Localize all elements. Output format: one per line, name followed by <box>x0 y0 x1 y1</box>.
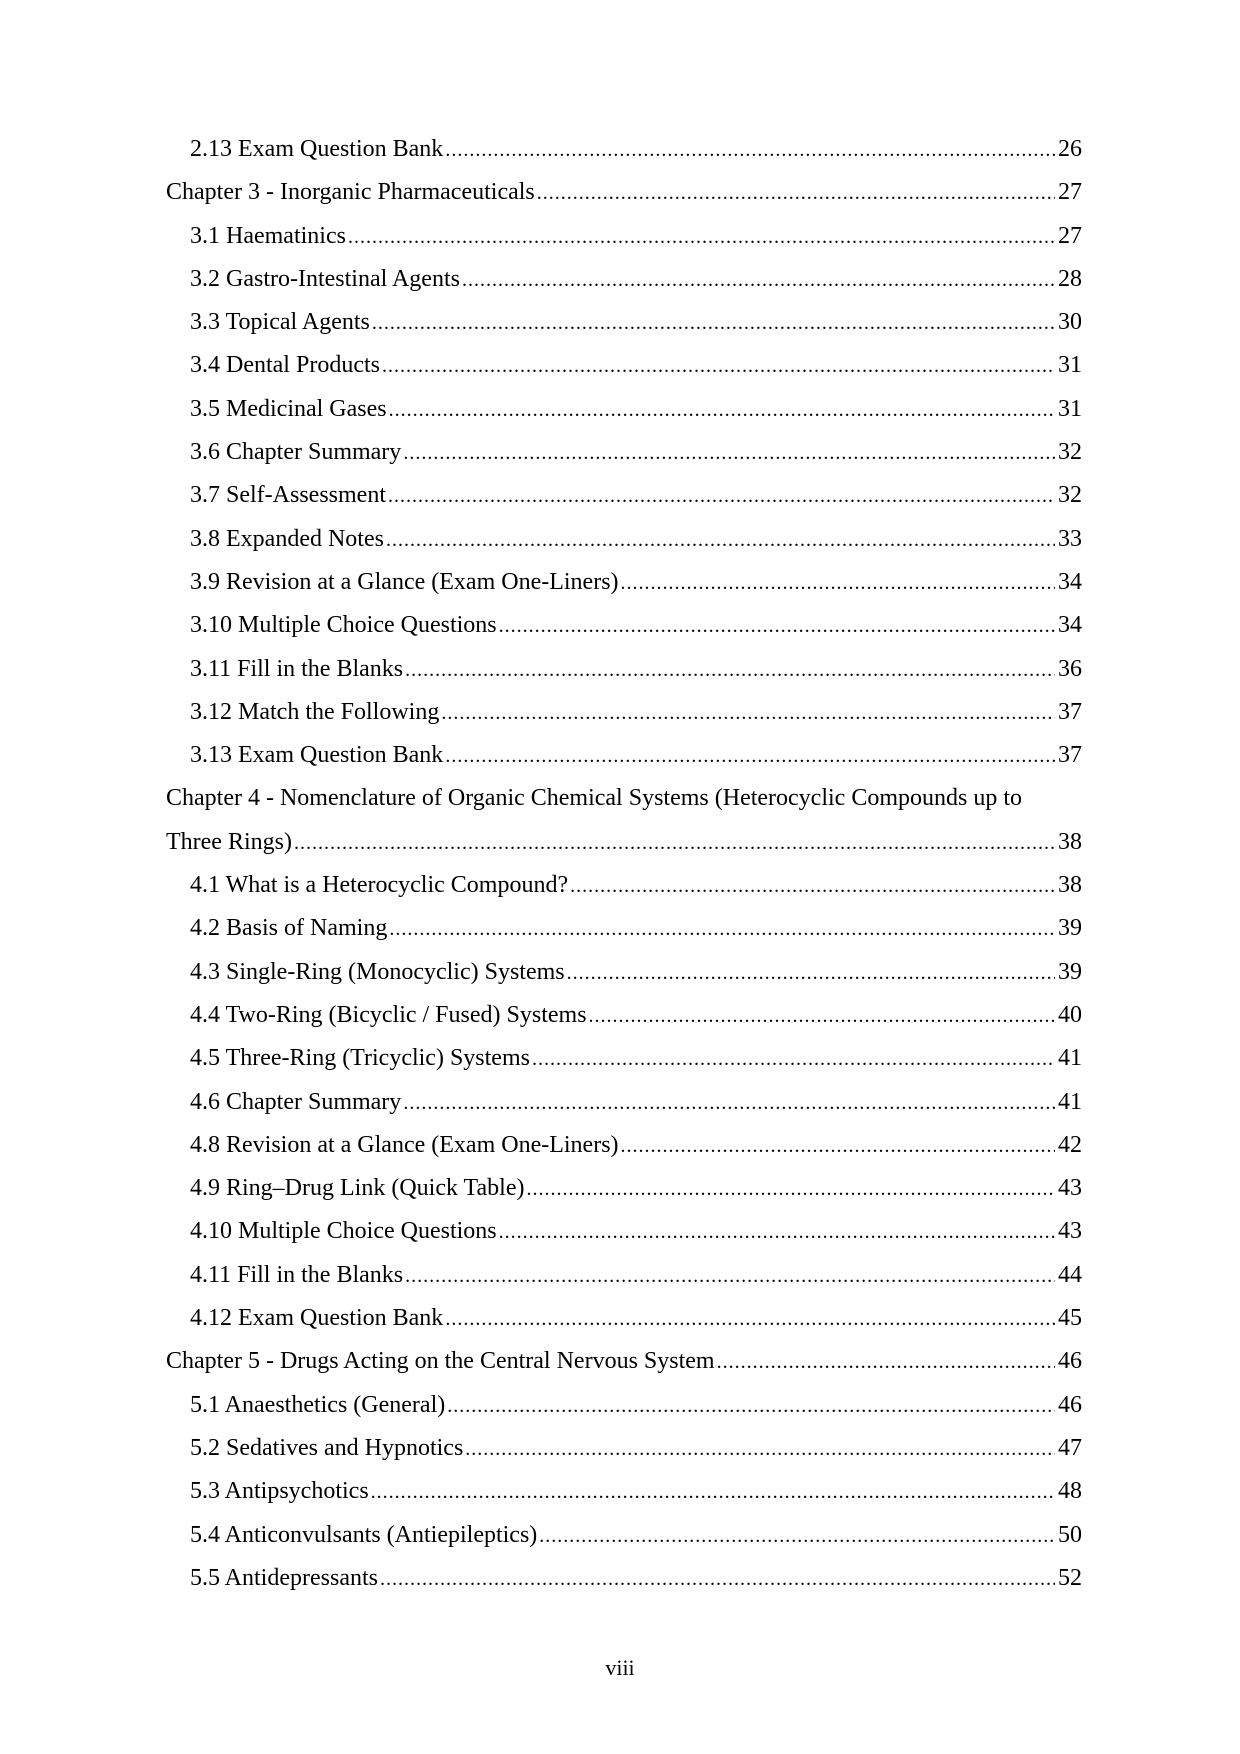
toc-dot-leader <box>405 1255 1055 1298</box>
toc-section-entry[interactable] <box>166 1384 1082 1427</box>
toc-page-number: 37 <box>1058 698 1082 725</box>
toc-section-entry[interactable] <box>166 907 1082 950</box>
toc-entry-title: 3.2 Gastro-Intestinal Agents <box>190 265 460 292</box>
toc-entry-title: 3.13 Exam Question Bank <box>190 742 444 769</box>
toc-section-entry[interactable] <box>166 1470 1082 1513</box>
toc-page-number: 32 <box>1058 439 1082 466</box>
toc-dot-leader <box>386 519 1055 562</box>
toc-section-entry[interactable] <box>166 561 1082 604</box>
toc-dot-leader <box>388 475 1055 518</box>
toc-dot-leader <box>389 908 1055 951</box>
toc-dot-leader <box>567 952 1055 995</box>
toc-page-number: 42 <box>1058 1131 1082 1158</box>
toc-entry-title: 3.7 Self-Assessment <box>190 482 386 509</box>
toc-dot-leader <box>717 1341 1055 1384</box>
toc-entry-title: 4.6 Chapter Summary <box>190 1088 402 1115</box>
toc-entry-title: 4.10 Multiple Choice Questions <box>190 1218 497 1245</box>
toc-dot-leader <box>372 302 1055 345</box>
toc-entry-title: Chapter 3 - Inorganic Pharmaceuticals <box>166 179 535 206</box>
toc-page-number: 50 <box>1058 1521 1082 1548</box>
table-of-contents <box>166 128 1082 1600</box>
toc-page-number: 33 <box>1058 525 1082 552</box>
toc-entry-title: 4.11 Fill in the Blanks <box>190 1261 404 1288</box>
toc-page-number: 40 <box>1058 1001 1082 1028</box>
toc-dot-leader <box>405 649 1055 692</box>
toc-dot-leader <box>570 865 1055 908</box>
toc-dot-leader <box>403 1082 1055 1125</box>
toc-entry-title: 4.3 Single-Ring (Monocyclic) Systems <box>190 958 565 985</box>
toc-entry-title: 2.13 Exam Question Bank <box>190 136 444 162</box>
toc-page-number: 43 <box>1058 1175 1082 1202</box>
toc-page-number: 32 <box>1058 482 1082 509</box>
toc-section-entry[interactable] <box>166 1037 1082 1080</box>
toc-dot-leader <box>462 259 1055 302</box>
toc-dot-leader <box>403 432 1055 475</box>
toc-dot-leader <box>445 129 1055 172</box>
toc-page-number: 31 <box>1058 352 1082 379</box>
toc-dot-leader <box>499 1211 1055 1254</box>
toc-section-entry[interactable] <box>166 1254 1082 1297</box>
toc-entry-title: 5.5 Antidepressants <box>190 1564 378 1591</box>
toc-chapter-entry[interactable] <box>166 777 1082 820</box>
toc-section-entry[interactable] <box>166 1557 1082 1600</box>
toc-entry-title: Chapter 4 - Nomenclature of Organic Chemical Systems (Heterocyclic Compounds up to <box>166 785 1023 812</box>
toc-entry-title: 5.1 Anaesthetics (General) <box>190 1391 446 1418</box>
toc-entry-title: 3.1 Haematinics <box>190 222 346 249</box>
toc-section-entry[interactable] <box>166 1167 1082 1210</box>
toc-section-entry[interactable] <box>166 1297 1082 1340</box>
toc-dot-leader <box>465 1428 1055 1471</box>
toc-page-number: 30 <box>1058 309 1082 336</box>
toc-page-number: 39 <box>1058 958 1082 985</box>
toc-section-entry[interactable] <box>166 388 1082 431</box>
toc-section-entry[interactable] <box>166 691 1082 734</box>
toc-section-entry[interactable] <box>166 1124 1082 1167</box>
toc-entry-title: 3.8 Expanded Notes <box>190 525 384 552</box>
toc-dot-leader <box>445 735 1055 778</box>
toc-section-entry[interactable] <box>166 1427 1082 1470</box>
toc-entry-title: 3.3 Topical Agents <box>190 309 370 336</box>
toc-section-entry[interactable] <box>166 518 1082 561</box>
toc-entry-title: 3.4 Dental Products <box>190 352 380 379</box>
toc-entry-title: 4.4 Two-Ring (Bicyclic / Fused) Systems <box>190 1001 587 1028</box>
toc-entry-title: 4.2 Basis of Naming <box>190 915 388 942</box>
toc-section-entry[interactable] <box>166 734 1082 777</box>
toc-chapter-entry[interactable] <box>166 1340 1082 1383</box>
toc-section-entry[interactable] <box>166 344 1082 387</box>
toc-dot-leader <box>441 692 1055 735</box>
toc-dot-leader <box>499 605 1055 648</box>
toc-section-entry[interactable] <box>166 864 1082 907</box>
toc-page-number: 27 <box>1058 179 1082 206</box>
toc-entry-title: 4.12 Exam Question Bank <box>190 1305 444 1332</box>
toc-dot-leader <box>539 1515 1055 1558</box>
toc-entry-title: 4.1 What is a Heterocyclic Compound? <box>190 872 569 899</box>
toc-page-number: 45 <box>1058 1305 1082 1332</box>
toc-entry-title: 4.9 Ring–Drug Link (Quick Table) <box>190 1175 525 1202</box>
toc-page-number: 28 <box>1058 265 1082 292</box>
toc-page-number: 46 <box>1058 1348 1082 1375</box>
toc-page-number: 39 <box>1058 915 1082 942</box>
toc-dot-leader <box>445 1298 1055 1341</box>
toc-dot-leader <box>532 1038 1055 1081</box>
toc-entry-title: 3.6 Chapter Summary <box>190 439 402 466</box>
toc-page-number: 48 <box>1058 1478 1082 1505</box>
toc-section-entry[interactable] <box>166 994 1082 1037</box>
toc-dot-leader <box>621 1125 1055 1168</box>
toc-entry-title: 5.4 Anticonvulsants (Antiepileptics) <box>190 1521 538 1548</box>
toc-section-entry[interactable] <box>166 1081 1082 1124</box>
toc-entry-title: 3.5 Medicinal Gases <box>190 395 387 422</box>
toc-chapter-entry[interactable] <box>166 821 1082 864</box>
toc-section-entry[interactable] <box>166 474 1082 517</box>
toc-chapter-entry[interactable] <box>166 171 1082 214</box>
toc-page-number: 44 <box>1058 1261 1082 1288</box>
toc-page-number: 34 <box>1058 568 1082 595</box>
toc-page-number: 26 <box>1058 136 1082 162</box>
toc-section-entry[interactable] <box>166 215 1082 258</box>
toc-page-number: 52 <box>1058 1564 1082 1591</box>
toc-page-number: 47 <box>1058 1434 1082 1461</box>
toc-page-number: 37 <box>1058 742 1082 769</box>
toc-section-entry[interactable] <box>166 951 1082 994</box>
toc-dot-leader <box>371 1471 1055 1514</box>
toc-section-entry[interactable] <box>166 258 1082 301</box>
toc-dot-leader <box>589 995 1055 1038</box>
toc-page-number: 31 <box>1058 395 1082 422</box>
page-number: viii <box>605 1655 635 1680</box>
toc-section-entry[interactable] <box>166 301 1082 344</box>
toc-section-entry[interactable] <box>166 648 1082 691</box>
toc-page-number: 46 <box>1058 1391 1082 1418</box>
toc-page-number: 43 <box>1058 1218 1082 1245</box>
toc-dot-leader <box>447 1385 1055 1428</box>
toc-page-number: 34 <box>1058 612 1082 639</box>
toc-section-entry[interactable] <box>166 431 1082 474</box>
toc-page-number: 38 <box>1058 828 1082 855</box>
toc-entry-title: 4.8 Revision at a Glance (Exam One-Liners) <box>190 1131 619 1158</box>
toc-page-number: 38 <box>1058 872 1082 899</box>
toc-section-entry[interactable] <box>166 1514 1082 1557</box>
toc-entry-title: Chapter 5 - Drugs Acting on the Central Nervous System <box>166 1348 715 1375</box>
toc-section-entry[interactable] <box>166 604 1082 647</box>
toc-page-number: 41 <box>1058 1045 1082 1072</box>
toc-dot-leader <box>294 822 1055 865</box>
toc-entry-title: 5.3 Antipsychotics <box>190 1478 369 1505</box>
toc-entry-title: Three Rings) <box>166 828 292 855</box>
toc-dot-leader <box>382 345 1055 388</box>
toc-dot-leader <box>380 1558 1055 1601</box>
toc-page-number: 36 <box>1058 655 1082 682</box>
toc-page-number: 27 <box>1058 222 1082 249</box>
toc-entry-title: 4.5 Three-Ring (Tricyclic) Systems <box>190 1045 530 1072</box>
toc-dot-leader <box>537 172 1055 215</box>
toc-section-entry[interactable] <box>166 128 1082 171</box>
toc-dot-leader <box>389 389 1055 432</box>
toc-entry-title: 3.10 Multiple Choice Questions <box>190 612 497 639</box>
toc-entry-title: 3.9 Revision at a Glance (Exam One-Liners) <box>190 568 619 595</box>
toc-section-entry[interactable] <box>166 1210 1082 1253</box>
toc-page-number: 41 <box>1058 1088 1082 1115</box>
toc-entry-title: 5.2 Sedatives and Hypnotics <box>190 1434 464 1461</box>
toc-dot-leader <box>527 1168 1056 1211</box>
toc-dot-leader <box>348 216 1055 259</box>
toc-entry-title: 3.12 Match the Following <box>190 698 440 725</box>
toc-entry-title: 3.11 Fill in the Blanks <box>190 655 404 682</box>
toc-dot-leader <box>621 562 1055 605</box>
